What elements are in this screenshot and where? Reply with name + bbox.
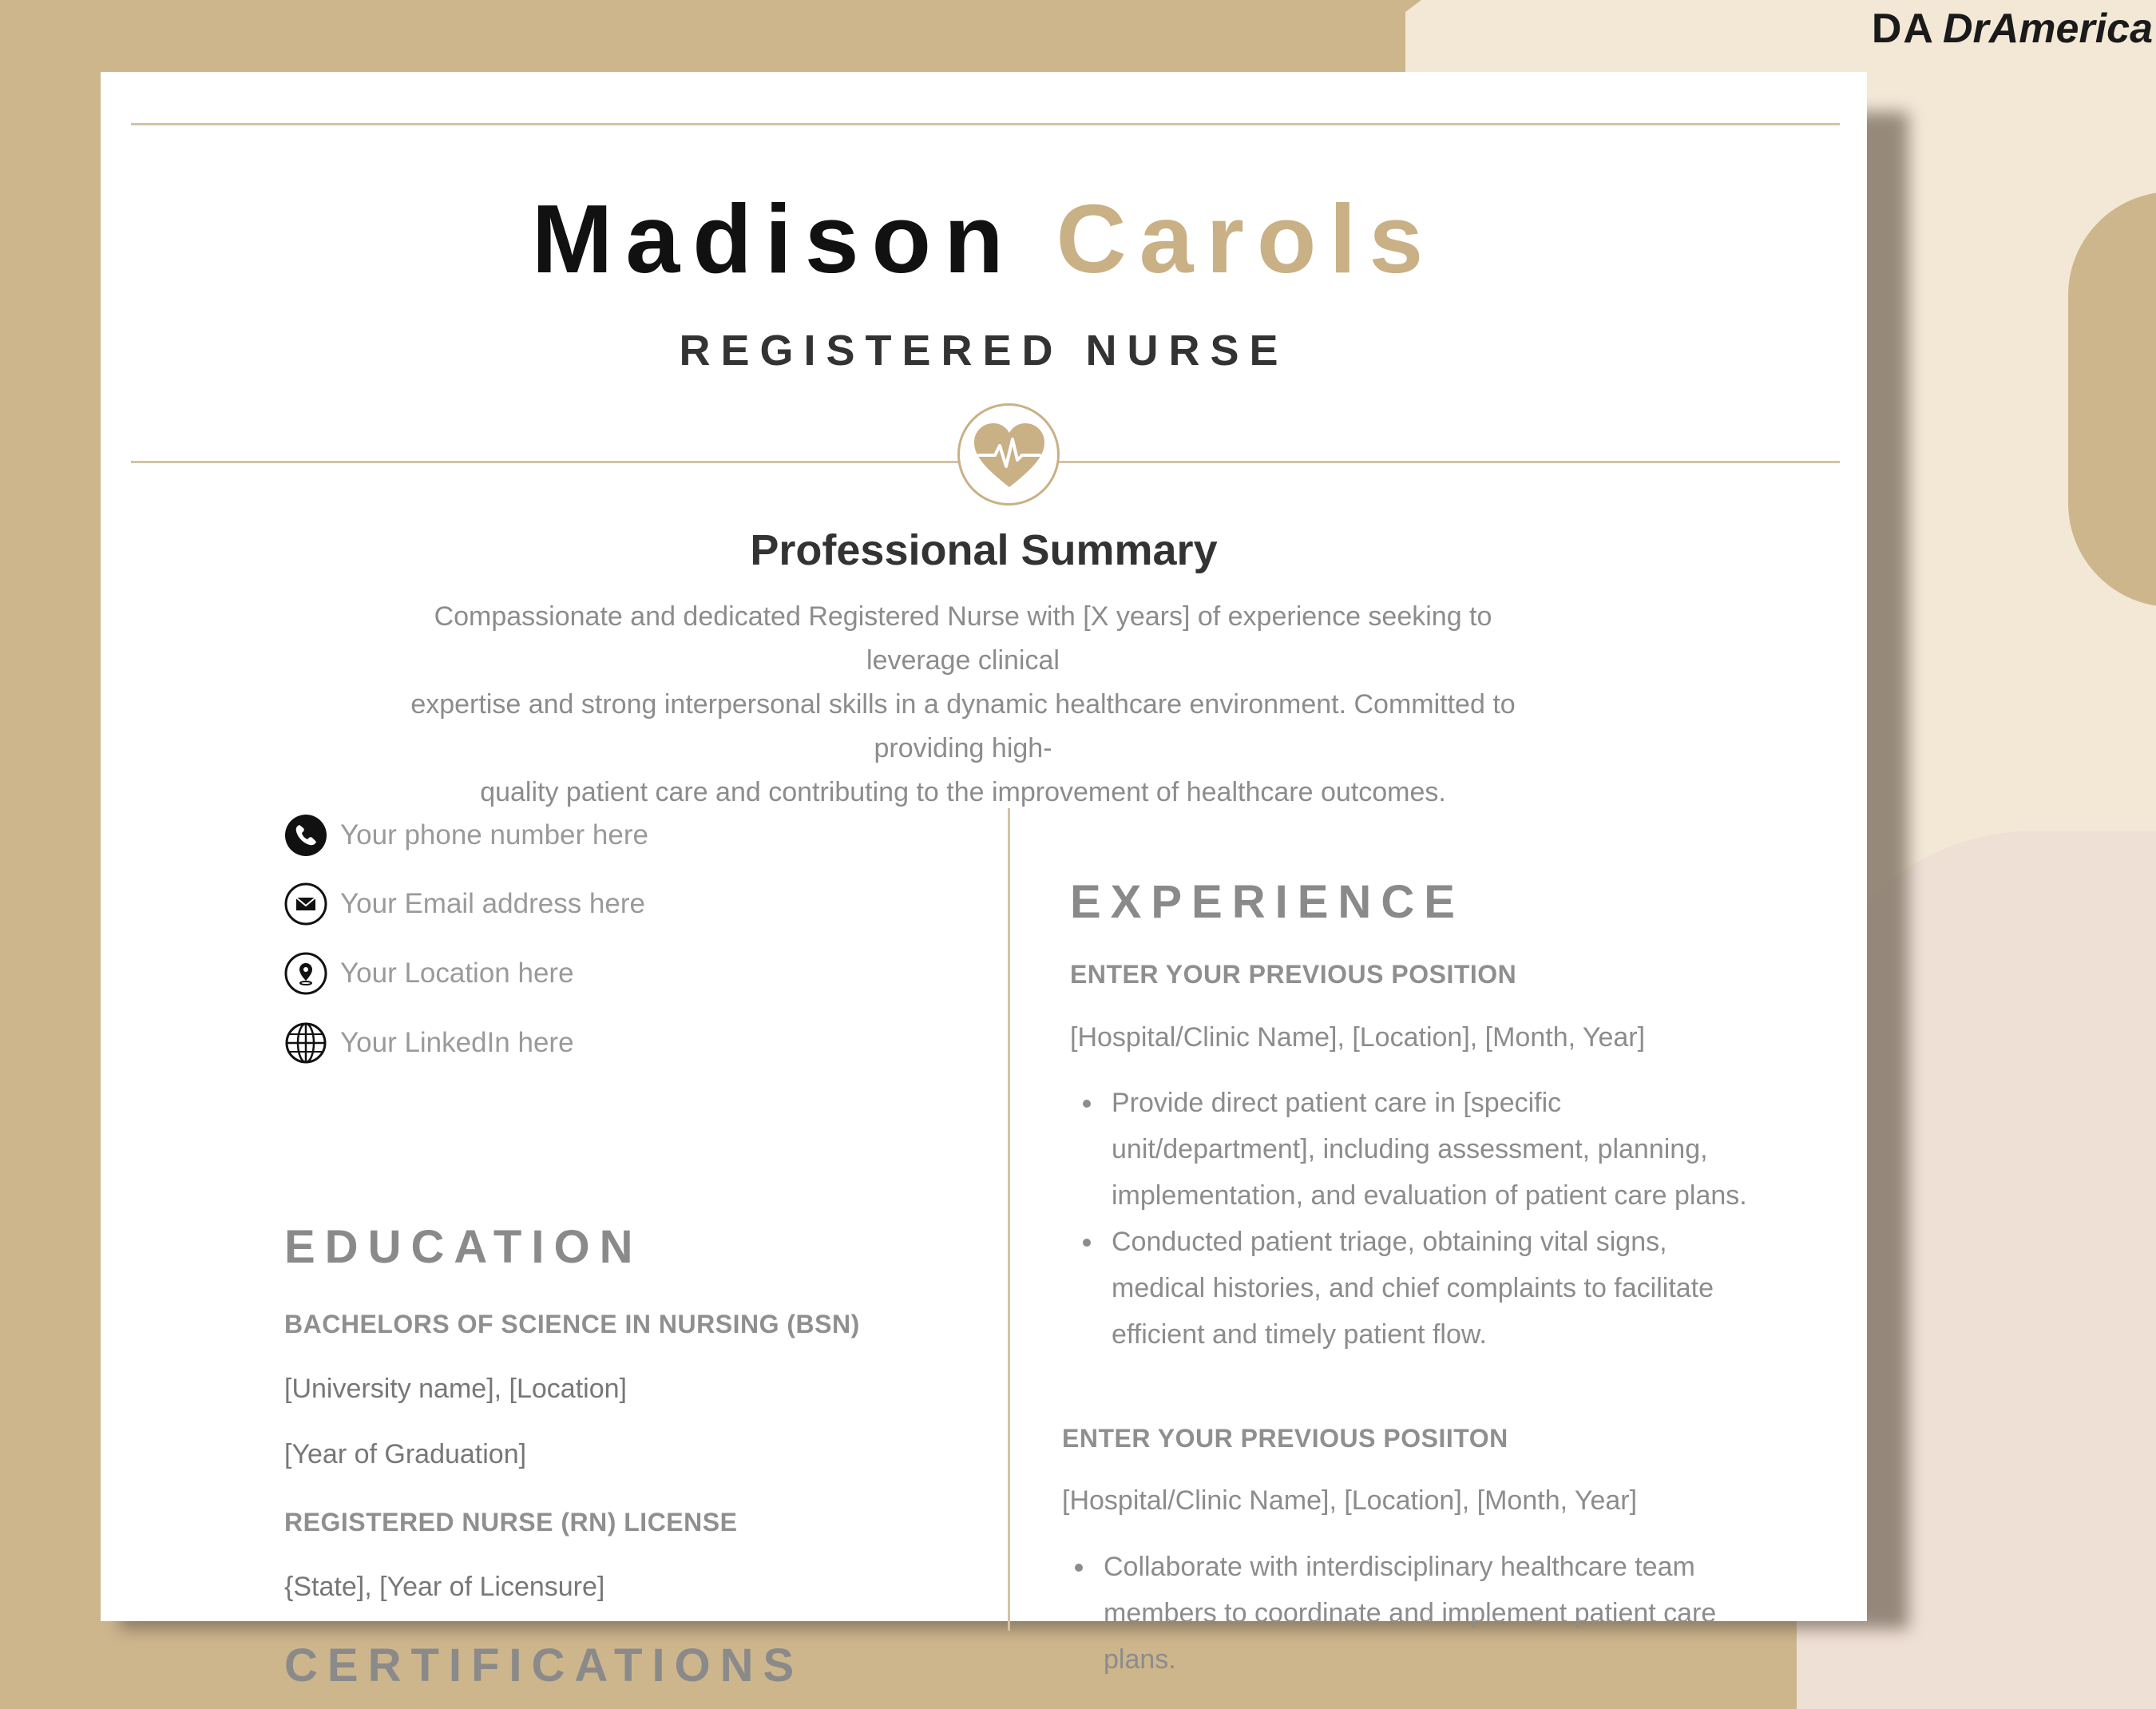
job-position: ENTER YOUR PREVIOUS POSITION (1070, 960, 1517, 989)
bullet-item (1104, 1544, 1716, 1683)
brand-logo (1872, 5, 2153, 53)
job-place: [Hospital/Clinic Name], [Location], [Month, Year] (1062, 1485, 1638, 1516)
job-title: REGISTERED NURSE (679, 327, 1289, 375)
contact-email-text: Your Email address here (340, 888, 645, 919)
contact-email (284, 882, 645, 926)
job-bullets (1062, 1544, 1716, 1683)
license-detail: {State], [Year of Licensure] (284, 1572, 605, 1602)
bullet-line: Conducted patient triage, obtaining vital signs, (1112, 1227, 1667, 1257)
education-degree: BACHELORS OF SCIENCE IN NURSING (BSN) (284, 1310, 860, 1338)
location-icon (284, 952, 327, 995)
last-name: Carols (1056, 184, 1437, 293)
bullet-line: Provide direct patient care in [specific (1112, 1088, 1562, 1118)
candidate-name (101, 184, 1867, 293)
bullet-item (1112, 1219, 1747, 1358)
certifications-heading: CERTIFICATIONS (284, 1640, 804, 1691)
bullet-line: medical histories, and chief complaints to facilitate (1112, 1273, 1714, 1303)
bullet-line: efficient and timely patient flow. (1112, 1319, 1487, 1350)
heartbeat-icon (957, 403, 1060, 506)
bullet-line: unit/department], including assessment, planning, (1112, 1134, 1708, 1164)
email-icon (284, 882, 327, 926)
education-heading: EDUCATION (284, 1221, 643, 1273)
experience-heading: EXPERIENCE (1070, 876, 1464, 928)
first-name: Madison (531, 184, 1017, 293)
summary-line: Compassionate and dedicated Registered Nurse with [X years] of experience seeking to leverage clinical (434, 601, 1492, 676)
job-place: [Hospital/Clinic Name], [Location], [Month, Year] (1070, 1022, 1646, 1053)
bullet-line: plans. (1104, 1644, 1176, 1675)
summary-heading: Professional Summary (750, 526, 1218, 574)
summary-line: expertise and strong interpersonal skills in a dynamic healthcare environment. Committed to providing high- (410, 689, 1516, 763)
phone-icon (284, 814, 327, 857)
bullet-line: implementation, and evaluation of patient care plans. (1112, 1180, 1747, 1211)
education-school: [University name], [Location] (284, 1374, 627, 1404)
contact-linkedin (284, 1021, 574, 1065)
summary-text (388, 595, 1538, 815)
job-position: ENTER YOUR PREVIOUS POSIITON (1062, 1424, 1508, 1453)
globe-icon (284, 1021, 327, 1065)
contact-linkedin-text: Your LinkedIn here (340, 1027, 574, 1058)
contact-location (284, 951, 574, 996)
resume-page (101, 72, 1867, 1691)
column-divider (1008, 808, 1010, 1631)
education-graduation: [Year of Graduation] (284, 1439, 527, 1469)
bullet-item (1112, 1080, 1747, 1219)
job-bullets (1070, 1080, 1747, 1358)
summary-line: quality patient care and contributing to the improvement of healthcare outcomes. (480, 777, 1446, 807)
brand-mark: DA (1871, 6, 1935, 52)
background-blob (2068, 192, 2156, 607)
contact-phone (284, 813, 648, 858)
license-heading: REGISTERED NURSE (RN) LICENSE (284, 1508, 738, 1537)
top-divider (131, 123, 1840, 125)
contact-phone-text: Your phone number here (340, 819, 648, 851)
background-top-band (0, 0, 1405, 72)
contact-location-text: Your Location here (340, 958, 574, 989)
brand-name: DrAmerica (1942, 6, 2153, 52)
bullet-line: Collaborate with interdisciplinary healthcare team (1104, 1552, 1695, 1582)
bullet-line: members to coordinate and implement patient care (1104, 1598, 1717, 1628)
